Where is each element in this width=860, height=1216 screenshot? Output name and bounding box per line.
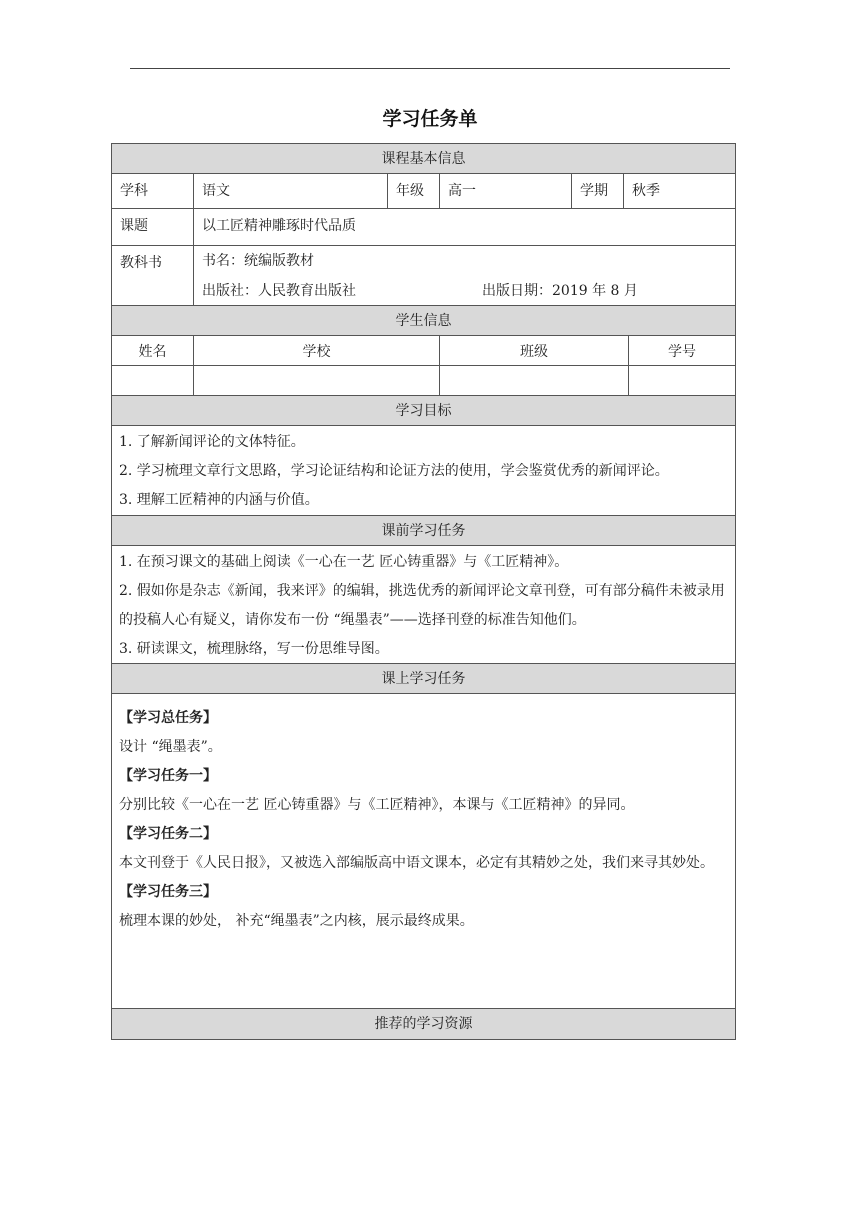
student-name-header: 姓名 [112, 336, 194, 365]
topic-label: 课题 [112, 209, 194, 245]
student-name-input[interactable] [112, 366, 194, 395]
topic-value: 以工匠精神雕琢时代品质 [202, 218, 356, 234]
in-class-header: 课上学习任务 [112, 664, 735, 694]
textbook-publish-line [202, 276, 727, 306]
student-id-header: 学号 [668, 344, 696, 360]
textbook-publisher: 出版社：人民教育出版社 [202, 283, 356, 299]
topic-row [112, 209, 735, 246]
student-class-input[interactable] [440, 366, 629, 395]
goal-item: 1. 了解新闻评论的文体特征。 [119, 434, 305, 450]
goals-content [112, 426, 735, 516]
task-three-text: 梳理本课的妙处， 补充“绳墨表”之内核，展示最终成果。 [119, 913, 474, 929]
goals-header: 学习目标 [112, 396, 735, 426]
term-label: 学期 [572, 174, 624, 208]
pre-class-item: 1. 在预习课文的基础上阅读《一心在一艺 匠心铸重器》与《工匠精神》。 [119, 554, 569, 570]
course-info-header: 课程基本信息 [112, 144, 735, 174]
subject-value: 语文 [194, 174, 388, 208]
student-input-row [112, 366, 735, 396]
goal-item: 3. 理解工匠精神的内涵与价值。 [119, 492, 319, 508]
task-three-title: 【学习任务三】 [119, 884, 217, 900]
pre-class-item: 2. 假如你是杂志《新闻，我来评》的编辑，挑选优秀的新闻评论文章刊登，可有部分稿件未被录用的投稿人心有疑义，请你发布一份 “绳墨表”——选择刊登的标准告知他们。 [119, 583, 725, 628]
student-school-header: 学校 [194, 336, 440, 365]
pre-class-item: 3. 研读课文，梳理脉络，写一份思维导图。 [119, 641, 389, 657]
page-title: 学习任务单 [382, 108, 478, 130]
subject-row [112, 174, 735, 209]
textbook-publish-date: 出版日期：2019 年 8 月 [482, 283, 638, 299]
subject-label: 学科 [112, 174, 194, 208]
total-task-text: 设计 “绳墨表”。 [119, 739, 222, 755]
student-class-header: 班级 [440, 336, 629, 365]
resources-header: 推荐的学习资源 [112, 1009, 735, 1039]
term-value: 秋季 [632, 183, 660, 199]
in-class-content [112, 694, 735, 1009]
task-two-title: 【学习任务二】 [119, 826, 217, 842]
grade-label: 年级 [388, 174, 440, 208]
total-task-title: 【学习总任务】 [119, 710, 217, 726]
textbook-row [112, 246, 735, 306]
task-two-text: 本文刊登于《人民日报》，又被选入部编版高中语文课本，必定有其精妙之处，我们来寻其妙处。 [119, 855, 714, 871]
grade-value: 高一 [440, 174, 572, 208]
textbook-label: 教科书 [112, 246, 194, 305]
task-one-text: 分别比较《一心在一艺 匠心铸重器》与《工匠精神》，本课与《工匠精神》的异同。 [119, 797, 635, 813]
textbook-name: 书名：统编版教材 [202, 253, 314, 269]
student-id-input[interactable] [629, 366, 735, 395]
textbook-value [194, 246, 735, 305]
task-one-title: 【学习任务一】 [119, 768, 217, 784]
goal-item: 2. 学习梳理文章行文思路，学习论证结构和论证方法的使用，学会鉴赏优秀的新闻评论。 [119, 463, 669, 479]
student-info-header: 学生信息 [112, 306, 735, 336]
student-school-input[interactable] [194, 366, 440, 395]
pre-class-content [112, 546, 735, 664]
top-rule [130, 68, 730, 69]
pre-class-header: 课前学习任务 [112, 516, 735, 546]
student-columns-row [112, 336, 735, 366]
task-sheet-table [111, 143, 736, 1040]
